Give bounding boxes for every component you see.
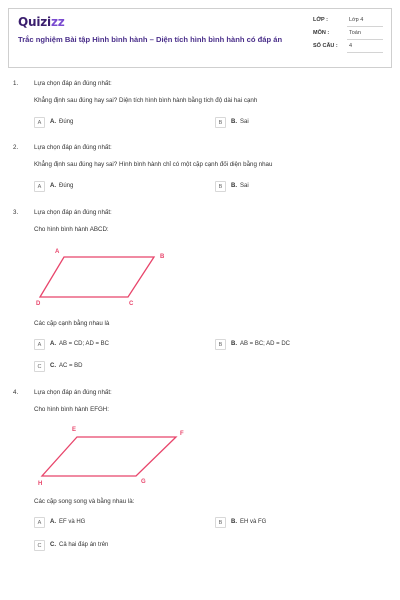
option-text: Sai [240,183,249,189]
question-number: 3. [13,209,19,216]
vertex-label-b: B [160,254,165,260]
option-box[interactable]: A [34,181,45,192]
question-prompt: Lựa chọn đáp án đúng nhất: [34,389,112,396]
meta-value: Toán [349,30,361,36]
option-letter: A. [50,341,56,347]
option-box[interactable]: B [215,339,226,350]
question-text: Khẳng định sau đúng hay sai? Hình bình hành chỉ có một cặp cạnh đối diện bằng nhau [34,161,273,168]
option-box[interactable]: A [34,117,45,128]
question-number: 4. [13,389,19,396]
option-box[interactable]: B [215,517,226,528]
meta-key: LỚP : [313,17,328,23]
option-text: Đúng [59,119,74,125]
question-prompt: Lựa chọn đáp án đúng nhất: [34,209,112,216]
question-text: Cho hình bình hành EFGH: [34,406,109,413]
option-letter: A. [50,183,56,189]
question-number: 2. [13,144,19,151]
vertex-label-a: A [55,249,60,255]
option-text: EF và HG [59,519,86,525]
option-box[interactable]: A [34,339,45,350]
option-letter: B. [231,119,237,125]
option-text: Đúng [59,183,74,189]
vertex-label-c: C [129,301,134,307]
option-text: AC = BD [59,363,83,369]
option-text: AB = CD; AD = BC [59,341,110,347]
option-text: Cả hai đáp án trên [59,542,109,548]
option-text: AB = BC; AD = DC [240,341,291,347]
option-box[interactable]: B [215,117,226,128]
question-prompt: Lựa chọn đáp án đúng nhất: [34,144,112,151]
option-letter: C. [50,363,56,369]
question-text: Khẳng định sau đúng hay sai? Diện tích hình bình hành bằng tích độ dài hai cạnh [34,97,258,104]
option-letter: B. [231,519,237,525]
vertex-label-g: G [141,479,146,485]
vertex-label-h: H [38,481,43,487]
document-title: Trắc nghiệm Bài tập Hình bình hành – Diện tích hình bình hành có đáp án [18,35,283,44]
option-text: Sai [240,119,249,125]
option-box[interactable]: C [34,540,45,551]
vertex-label-e: E [72,427,77,433]
option-letter: B. [231,341,237,347]
question-text: Cho hình bình hành ABCD: [34,226,109,233]
vertex-label-f: F [180,431,184,437]
question-followup: Các cặp song song và bằng nhau là: [34,498,135,505]
question-prompt: Lựa chọn đáp án đúng nhất: [34,80,112,87]
option-box[interactable]: A [34,517,45,528]
question-followup: Các cặp cạnh bằng nhau là [34,320,110,327]
option-box[interactable]: C [34,361,45,372]
meta-key: MÔN : [313,30,330,36]
option-text: EH và FG [240,519,267,525]
option-box[interactable]: B [215,181,226,192]
option-letter: C. [50,542,56,548]
meta-value: Lớp 4 [349,17,364,23]
option-letter: A. [50,119,56,125]
meta-key: SỐ CÂU : [313,43,338,49]
option-letter: A. [50,519,56,525]
meta-value: 4 [349,43,353,49]
logo-text: Quizi [18,15,51,29]
vertex-label-d: D [36,301,41,307]
option-letter: B. [231,183,237,189]
parallelogram-efgh [42,437,176,476]
logo-accent: zz [50,15,65,29]
question-number: 1. [13,80,19,87]
